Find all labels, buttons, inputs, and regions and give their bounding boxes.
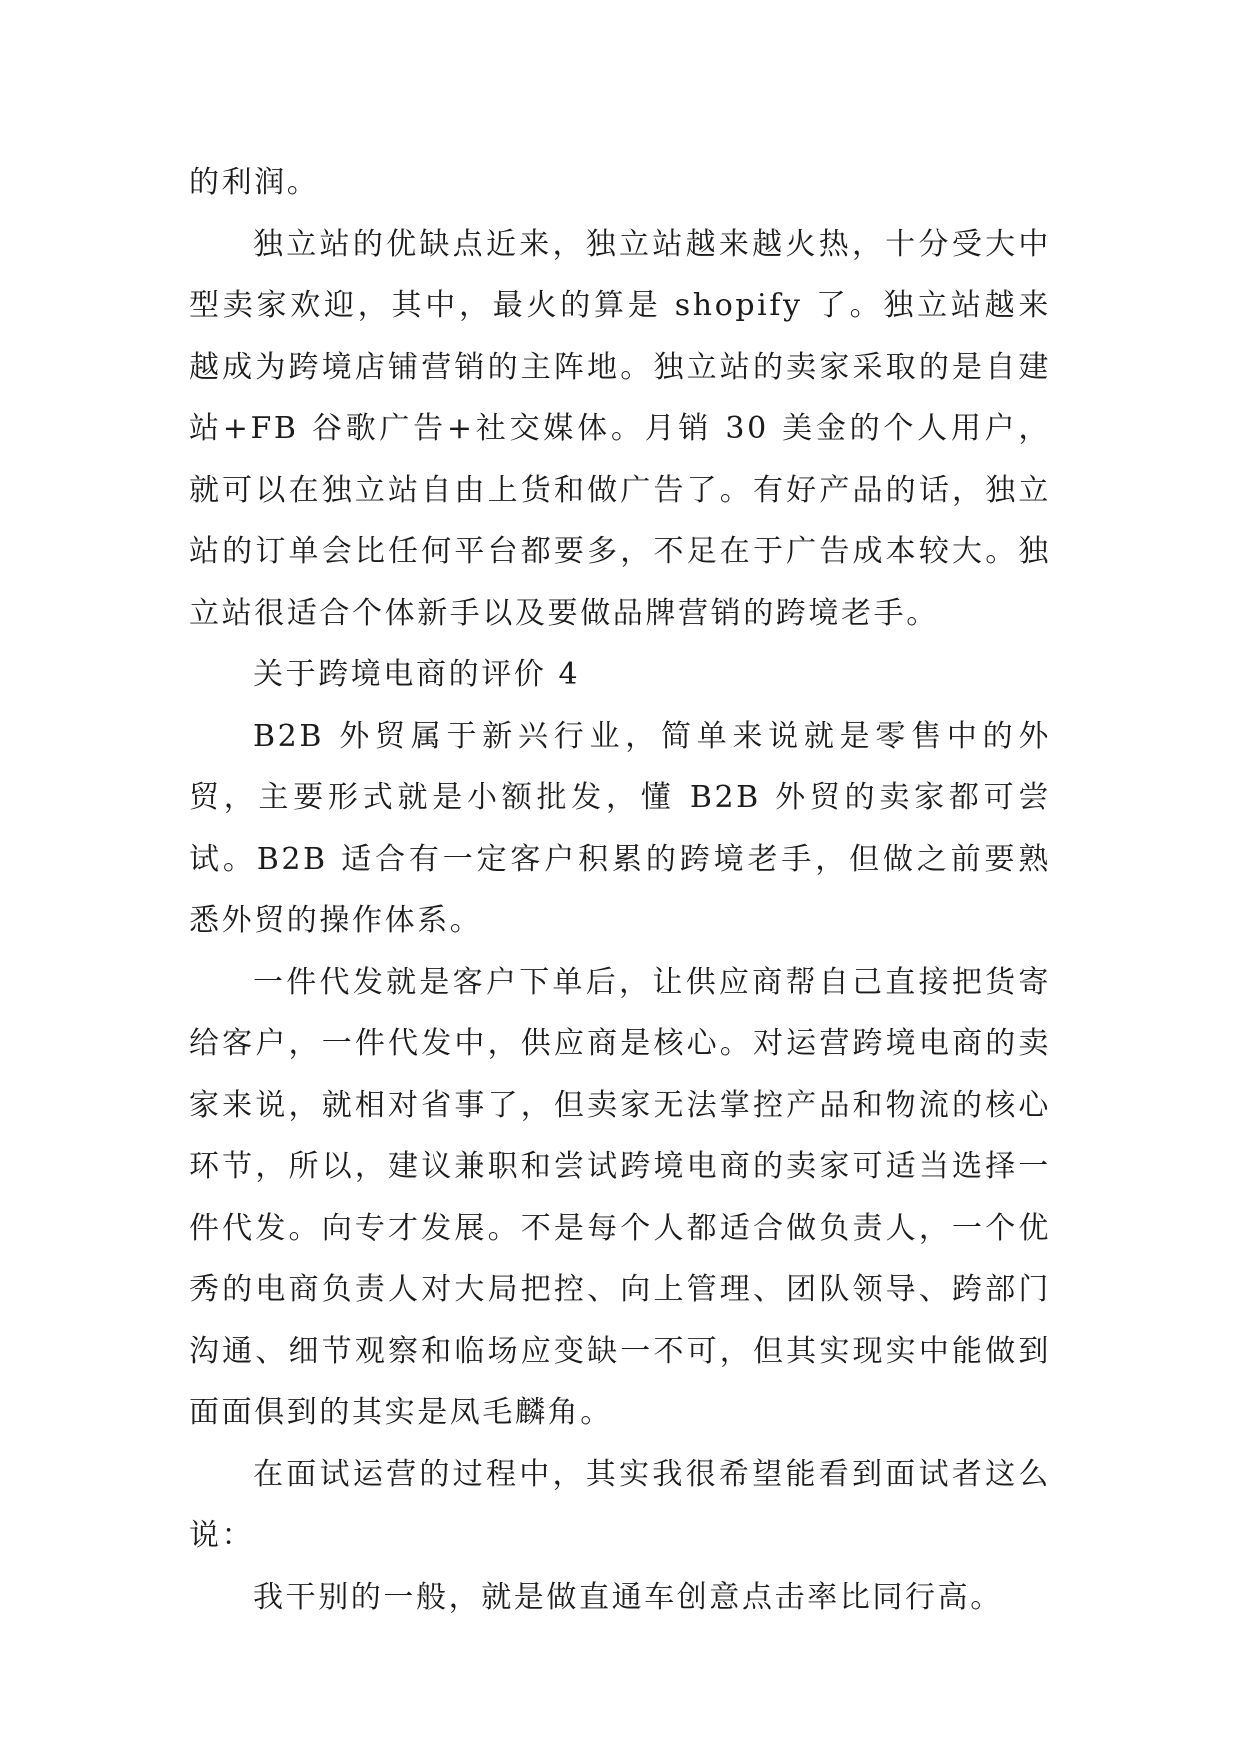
paragraph-quote: 我干别的一般，就是做直通车创意点击率比同行高。 <box>253 1579 1003 1615</box>
paragraph-continuation: 的利润。 <box>189 165 320 200</box>
paragraph-b2b: B2B 外贸属于新兴行业，简单来说就是零售中的外贸，主要形式就是小额批发，懂 B2B 外贸的卖家都可尝试。B2B 适合有一定客户积累的跨境老手，但做之前要熟悉外贸的操作体系。 <box>189 718 1051 938</box>
paragraph-independent-site: 独立站的优缺点近来，独立站越来越火热，十分受大中型卖家欢迎，其中，最火的算是 shopify 了。独立站越来越成为跨境店铺营销的主阵地。独立站的卖家采取的是自建站+FB 谷歌广告+社交媒体。月销 30 美金的个人用户，就可以在独立站自由上货和做广告了。有好产品的话，独立站的订单会比任何平台都要多，不足在于广告成本较大。独立站很适合个体新手以及要做品牌营销的跨境老手。 <box>189 226 1051 631</box>
document-body <box>189 152 1051 1628</box>
paragraph-dropshipping: 一件代发就是客户下单后，让供应商帮自己直接把货寄给客户，一件代发中，供应商是核心。对运营跨境电商的卖家来说，就相对省事了，但卖家无法掌控产品和物流的核心环节，所以，建议兼职和尝试跨境电商的卖家可适当选择一件代发。向专才发展。不是每个人都适合做负责人，一个优秀的电商负责人对大局把控、向上管理、团队领导、跨部门沟通、细节观察和临场应变缺一不可，但其实现实中能做到面面俱到的其实是凤毛麟角。 <box>189 964 1051 1430</box>
paragraph-interview: 在面试运营的过程中，其实我很希望能看到面试者这么说： <box>189 1456 1051 1553</box>
section-heading: 关于跨境电商的评价 4 <box>253 657 581 692</box>
